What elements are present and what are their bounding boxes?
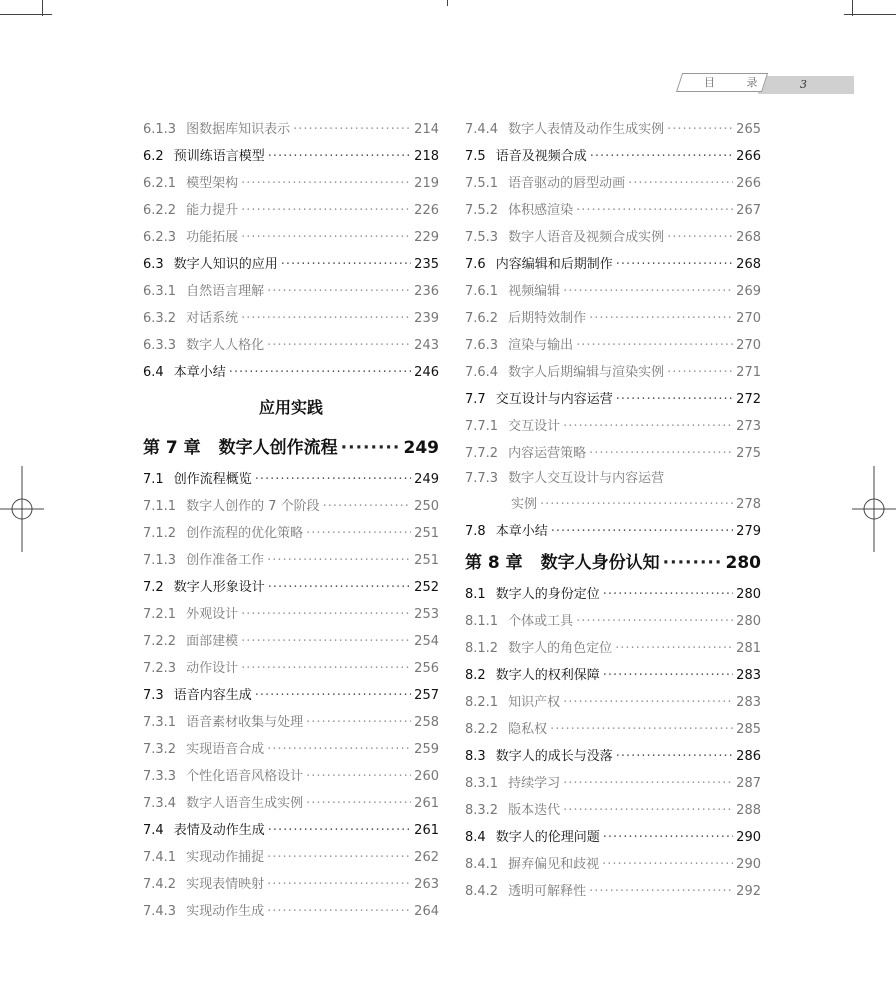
entry-title: 预训练语言模型 — [173, 149, 265, 164]
leader-dots — [667, 359, 733, 386]
subsection-entry[interactable] — [143, 844, 439, 871]
entry-number: 8.3.2 — [465, 803, 499, 818]
entry-title: 交互设计与内容运营 — [495, 392, 613, 407]
entry-page: 236 — [414, 284, 439, 299]
subsection-entry[interactable] — [465, 878, 761, 905]
entry-page: 235 — [414, 257, 439, 272]
crop-mark — [42, 0, 43, 16]
section-entry[interactable] — [465, 386, 761, 413]
section-entry[interactable] — [143, 574, 439, 601]
entry-number: 7.1.1 — [143, 499, 177, 514]
subsection-entry[interactable] — [143, 547, 439, 574]
entry-title: 本章小结 — [495, 524, 548, 539]
entry-page: 226 — [414, 203, 439, 218]
entry-number: 7.1.2 — [143, 526, 177, 541]
section-entry[interactable] — [465, 662, 761, 689]
entry-page: 264 — [414, 904, 439, 919]
entry-number: 7.3.2 — [143, 742, 177, 757]
entry-number: 6.3.2 — [143, 311, 177, 326]
entry-title: 后期特效制作 — [508, 311, 587, 326]
leader-dots — [563, 770, 733, 797]
leader-dots — [563, 278, 733, 305]
entry-page: 278 — [736, 497, 761, 512]
entry-title: 面部建模 — [186, 634, 239, 649]
entry-number: 8.4.2 — [465, 884, 499, 899]
entry-title: 实现表情映射 — [186, 877, 265, 892]
entry-number: 7.6 — [465, 257, 486, 272]
entry-title: 语音素材收集与处理 — [186, 715, 304, 730]
registration-mark-left — [0, 466, 44, 552]
entry-page: 285 — [736, 722, 761, 737]
leader-dots — [241, 601, 411, 628]
entry-title: 数字人交互设计与内容运营 — [508, 471, 665, 486]
entry-number: 7.6.2 — [465, 311, 499, 326]
entry-number: 7.7.3 — [465, 471, 499, 486]
entry-title: 动作设计 — [186, 661, 239, 676]
section-entry[interactable] — [465, 743, 761, 770]
section-entry[interactable] — [143, 817, 439, 844]
subsection-entry[interactable] — [143, 116, 439, 143]
entry-title: 数字人语音生成实例 — [186, 796, 304, 811]
leader-dots — [241, 655, 411, 682]
leader-dots — [615, 635, 733, 662]
leader-dots — [268, 143, 411, 170]
entry-page: 249 — [403, 438, 439, 458]
section-entry[interactable] — [465, 581, 761, 608]
leader-dots — [667, 224, 733, 251]
leader-dots — [306, 520, 411, 547]
entry-number: 6.3 — [143, 257, 164, 272]
entry-title: 实现动作生成 — [186, 904, 265, 919]
entry-page: 258 — [414, 715, 439, 730]
crop-mark — [852, 0, 853, 16]
entry-page: 271 — [736, 365, 761, 380]
subsection-entry[interactable] — [465, 608, 761, 635]
toc-right-column — [465, 116, 761, 905]
entry-title: 版本迭代 — [508, 803, 561, 818]
subsection-entry[interactable] — [465, 116, 761, 143]
entry-number: 7.6.3 — [465, 338, 499, 353]
entry-page: 280 — [725, 553, 761, 573]
entry-number: 7.3 — [143, 688, 164, 703]
subsection-entry[interactable] — [465, 635, 761, 662]
entry-page: 219 — [414, 176, 439, 191]
subsection-entry[interactable] — [465, 716, 761, 743]
entry-number: 8.4.1 — [465, 857, 499, 872]
entry-number: 7.1.3 — [143, 553, 177, 568]
entry-title: 数字人的角色定位 — [508, 641, 613, 656]
entry-number: 7.2.2 — [143, 634, 177, 649]
entry-page: 283 — [736, 668, 761, 683]
leader-dots — [628, 170, 733, 197]
entry-number: 7.5.1 — [465, 176, 499, 191]
subsection-entry[interactable] — [143, 197, 439, 224]
entry-page: 266 — [736, 149, 761, 164]
entry-page: 254 — [414, 634, 439, 649]
entry-page: 292 — [736, 884, 761, 899]
entry-title: 个体或工具 — [508, 614, 574, 629]
leader-dots — [563, 413, 733, 440]
entry-title: 数字人创作流程 — [218, 438, 338, 458]
entry-number: 7.2.3 — [143, 661, 177, 676]
entry-page: 290 — [736, 830, 761, 845]
leader-dots — [551, 518, 733, 545]
subsection-entry[interactable] — [465, 197, 761, 224]
entry-page: 251 — [414, 553, 439, 568]
entry-page: 243 — [414, 338, 439, 353]
entry-number: 7.7.1 — [465, 419, 499, 434]
entry-title: 摒弃偏见和歧视 — [508, 857, 600, 872]
entry-title: 透明可解释性 — [508, 884, 587, 899]
subsection-entry[interactable] — [465, 413, 761, 440]
entry-page: 256 — [414, 661, 439, 676]
entry-page: 287 — [736, 776, 761, 791]
entry-number: 6.2 — [143, 149, 164, 164]
entry-title: 创作流程概览 — [173, 472, 252, 487]
entry-number: 7.3.3 — [143, 769, 177, 784]
entry-page: 280 — [736, 587, 761, 602]
leader-dots — [589, 440, 733, 467]
leader-dots — [241, 170, 411, 197]
leader-dots — [241, 197, 411, 224]
entry-number: 8.1.2 — [465, 641, 499, 656]
entry-page: 229 — [414, 230, 439, 245]
entry-title: 实现动作捕捉 — [186, 850, 265, 865]
entry-page: 279 — [736, 524, 761, 539]
leader-dots — [281, 251, 411, 278]
leader-dots — [589, 878, 733, 905]
entry-title: 交互设计 — [508, 419, 561, 434]
entry-number: 8.2.2 — [465, 722, 499, 737]
leader-dots — [267, 547, 411, 574]
entry-title: 数字人形象设计 — [173, 580, 265, 595]
subsection-entry[interactable] — [465, 689, 761, 716]
entry-page: 281 — [736, 641, 761, 656]
entry-page: 257 — [414, 688, 439, 703]
entry-page: 283 — [736, 695, 761, 710]
subsection-entry[interactable] — [143, 898, 439, 925]
entry-title: 外观设计 — [186, 607, 239, 622]
crop-mark — [447, 0, 448, 6]
section-entry[interactable] — [143, 682, 439, 709]
entry-page: 251 — [414, 526, 439, 541]
entry-page: 269 — [736, 284, 761, 299]
leader-dots — [550, 716, 733, 743]
subsection-entry[interactable] — [465, 170, 761, 197]
entry-title: 表情及动作生成 — [173, 823, 265, 838]
entry-title: 数字人的成长与没落 — [495, 749, 613, 764]
leader-dots — [323, 493, 412, 520]
leader-dots — [603, 581, 733, 608]
entry-number: 6.2.3 — [143, 230, 177, 245]
entry-number: 6.2.2 — [143, 203, 177, 218]
entry-page: 272 — [736, 392, 761, 407]
leader-dots — [540, 491, 733, 518]
leader-dots — [563, 689, 733, 716]
subsection-entry[interactable] — [465, 440, 761, 467]
entry-title: 内容运营策略 — [508, 446, 587, 461]
subsection-entry[interactable] — [465, 224, 761, 251]
entry-page: 265 — [736, 122, 761, 137]
subsection-entry[interactable] — [143, 305, 439, 332]
subsection-entry[interactable] — [143, 628, 439, 655]
section-entry[interactable] — [465, 518, 761, 545]
entry-title: 体积感渲染 — [508, 203, 574, 218]
entry-number: 7.2.1 — [143, 607, 177, 622]
entry-title: 本章小结 — [173, 365, 226, 380]
leader-dots — [603, 662, 733, 689]
leader-dots — [306, 790, 411, 817]
entry-title: 创作流程的优化策略 — [186, 526, 304, 541]
entry-number: 6.1.3 — [143, 122, 177, 137]
entry-title: 数字人的权利保障 — [495, 668, 600, 683]
entry-page: 252 — [414, 580, 439, 595]
section-entry[interactable] — [143, 143, 439, 170]
leader-dots — [576, 197, 733, 224]
subsection-entry[interactable] — [465, 278, 761, 305]
chapter-entry[interactable] — [465, 545, 761, 581]
entry-title: 对话系统 — [186, 311, 239, 326]
entry-title: 视频编辑 — [508, 284, 561, 299]
entry-title: 功能拓展 — [186, 230, 239, 245]
entry-page: 290 — [736, 857, 761, 872]
entry-number: 7.6.4 — [465, 365, 499, 380]
entry-page: 275 — [736, 446, 761, 461]
leader-dots — [603, 824, 733, 851]
leader-dots — [589, 305, 733, 332]
subsection-entry[interactable] — [143, 601, 439, 628]
toc-left-column — [143, 116, 439, 925]
section-entry[interactable] — [465, 143, 761, 170]
entry-page: 249 — [414, 472, 439, 487]
entry-number: 8.3.1 — [465, 776, 499, 791]
subsection-entry[interactable] — [143, 763, 439, 790]
leader-dots — [576, 608, 733, 635]
entry-page: 268 — [736, 257, 761, 272]
entry-title: 数字人的身份定位 — [495, 587, 600, 602]
entry-title: 隐私权 — [508, 722, 548, 737]
subsection-entry[interactable] — [143, 520, 439, 547]
entry-number: 8.1 — [465, 587, 486, 602]
entry-number: 6.3.1 — [143, 284, 177, 299]
entry-title: 语音及视频合成 — [495, 149, 587, 164]
registration-mark-right — [852, 466, 896, 552]
entry-title-continued: 实例 — [511, 497, 538, 512]
leader-dots — [602, 851, 733, 878]
subsection-entry[interactable] — [465, 851, 761, 878]
entry-page: 270 — [736, 338, 761, 353]
entry-number: 7.4.4 — [465, 122, 499, 137]
part-heading: 应用实践 — [258, 398, 323, 417]
subsection-entry[interactable] — [465, 332, 761, 359]
leader-dots — [341, 430, 401, 466]
entry-title: 数字人人格化 — [186, 338, 265, 353]
entry-page: 261 — [414, 823, 439, 838]
entry-number: 6.3.3 — [143, 338, 177, 353]
entry-page: 262 — [414, 850, 439, 865]
entry-page: 270 — [736, 311, 761, 326]
entry-number: 7.7.2 — [465, 446, 499, 461]
entry-title: 数字人后期编辑与渲染实例 — [508, 365, 665, 380]
entry-number: 7.5.3 — [465, 230, 499, 245]
entry-number: 8.2 — [465, 668, 486, 683]
leader-dots — [268, 574, 411, 601]
entry-title: 数字人创作的 7 个阶段 — [186, 499, 320, 514]
toc-entry[interactable] — [465, 467, 761, 491]
leader-dots — [616, 743, 733, 770]
entry-title: 图数据库知识表示 — [186, 122, 291, 137]
leader-dots — [268, 817, 411, 844]
leader-dots — [267, 332, 411, 359]
entry-number: 7.7 — [465, 392, 486, 407]
entry-page: 288 — [736, 803, 761, 818]
entry-title: 模型架构 — [186, 176, 239, 191]
page-number: 3 — [800, 78, 807, 91]
subsection-entry[interactable] — [143, 655, 439, 682]
subsection-entry[interactable] — [143, 709, 439, 736]
entry-page: 250 — [414, 499, 439, 514]
leader-dots — [267, 736, 411, 763]
entry-page: 266 — [736, 176, 761, 191]
entry-title: 能力提升 — [186, 203, 239, 218]
entry-number: 7.1 — [143, 472, 164, 487]
entry-page: 267 — [736, 203, 761, 218]
entry-title: 数字人表情及动作生成实例 — [508, 122, 665, 137]
entry-number: 7.2 — [143, 580, 164, 595]
crop-mark — [0, 14, 52, 15]
entry-number: 8.3 — [465, 749, 486, 764]
leader-dots — [576, 332, 733, 359]
entry-title: 数字人的伦理问题 — [495, 830, 600, 845]
entry-number: 6.2.1 — [143, 176, 177, 191]
leader-dots — [663, 545, 723, 581]
entry-number: 8.2.1 — [465, 695, 499, 710]
entry-page: 261 — [414, 796, 439, 811]
section-entry[interactable] — [465, 824, 761, 851]
leader-dots — [667, 116, 733, 143]
entry-number: 7.5.2 — [465, 203, 499, 218]
entry-title: 渲染与输出 — [508, 338, 574, 353]
entry-title: 个性化语音风格设计 — [186, 769, 304, 784]
leader-dots — [306, 709, 411, 736]
leader-dots — [241, 224, 411, 251]
entry-number: 7.5 — [465, 149, 486, 164]
entry-number: 第 8 章 — [465, 553, 523, 573]
leader-dots — [306, 763, 411, 790]
entry-number: 7.4.1 — [143, 850, 177, 865]
subsection-entry[interactable] — [465, 359, 761, 386]
entry-title: 自然语言理解 — [186, 284, 265, 299]
entry-number: 7.6.1 — [465, 284, 499, 299]
header-label: 目 录 — [704, 76, 772, 89]
entry-page: 253 — [414, 607, 439, 622]
leader-dots — [267, 871, 411, 898]
leader-dots — [563, 797, 733, 824]
entry-title: 数字人语音及视频合成实例 — [508, 230, 665, 245]
entry-number: 7.4.3 — [143, 904, 177, 919]
leader-dots — [255, 682, 411, 709]
entry-number: 7.8 — [465, 524, 486, 539]
entry-number: 7.3.1 — [143, 715, 177, 730]
leader-dots — [267, 898, 411, 925]
entry-title: 数字人身份认知 — [540, 553, 660, 573]
leader-dots — [267, 278, 411, 305]
leader-dots — [616, 251, 733, 278]
leader-dots — [241, 305, 411, 332]
subsection-entry[interactable] — [465, 305, 761, 332]
subsection-entry[interactable] — [465, 770, 761, 797]
entry-page: 218 — [414, 149, 439, 164]
entry-page: 239 — [414, 311, 439, 326]
toc-entry-continuation[interactable] — [465, 491, 761, 518]
entry-number: 7.3.4 — [143, 796, 177, 811]
subsection-entry[interactable] — [143, 736, 439, 763]
leader-dots — [241, 628, 411, 655]
section-entry[interactable] — [143, 359, 439, 386]
entry-title: 数字人知识的应用 — [173, 257, 278, 272]
entry-page: 259 — [414, 742, 439, 757]
subsection-entry[interactable] — [143, 790, 439, 817]
leader-dots — [590, 143, 733, 170]
entry-page: 246 — [414, 365, 439, 380]
leader-dots — [229, 359, 411, 386]
leader-dots — [255, 466, 411, 493]
entry-title: 语音内容生成 — [173, 688, 252, 703]
leader-dots — [293, 116, 411, 143]
running-header — [676, 73, 852, 95]
entry-page: 273 — [736, 419, 761, 434]
chapter-entry[interactable] — [143, 430, 439, 466]
entry-page: 260 — [414, 769, 439, 784]
entry-title: 创作准备工作 — [186, 553, 265, 568]
section-entry[interactable] — [465, 251, 761, 278]
entry-number: 7.4.2 — [143, 877, 177, 892]
entry-title: 持续学习 — [508, 776, 561, 791]
entry-page: 286 — [736, 749, 761, 764]
entry-number: 第 7 章 — [143, 438, 201, 458]
entry-number: 6.4 — [143, 365, 164, 380]
subsection-entry[interactable] — [465, 797, 761, 824]
leader-dots — [616, 386, 733, 413]
entry-title: 实现语音合成 — [186, 742, 265, 757]
entry-page: 263 — [414, 877, 439, 892]
entry-title: 知识产权 — [508, 695, 561, 710]
section-entry[interactable] — [143, 466, 439, 493]
entry-number: 8.4 — [465, 830, 486, 845]
entry-number: 8.1.1 — [465, 614, 499, 629]
entry-page: 268 — [736, 230, 761, 245]
entry-number: 7.4 — [143, 823, 164, 838]
subsection-entry[interactable] — [143, 224, 439, 251]
entry-page: 214 — [414, 122, 439, 137]
leader-dots — [267, 844, 411, 871]
section-entry[interactable] — [143, 251, 439, 278]
subsection-entry[interactable] — [143, 332, 439, 359]
entry-page: 280 — [736, 614, 761, 629]
subsection-entry[interactable] — [143, 493, 439, 520]
subsection-entry[interactable] — [143, 278, 439, 305]
subsection-entry[interactable] — [143, 871, 439, 898]
entry-title: 语音驱动的唇型动画 — [508, 176, 626, 191]
subsection-entry[interactable] — [143, 170, 439, 197]
entry-title: 内容编辑和后期制作 — [495, 257, 613, 272]
